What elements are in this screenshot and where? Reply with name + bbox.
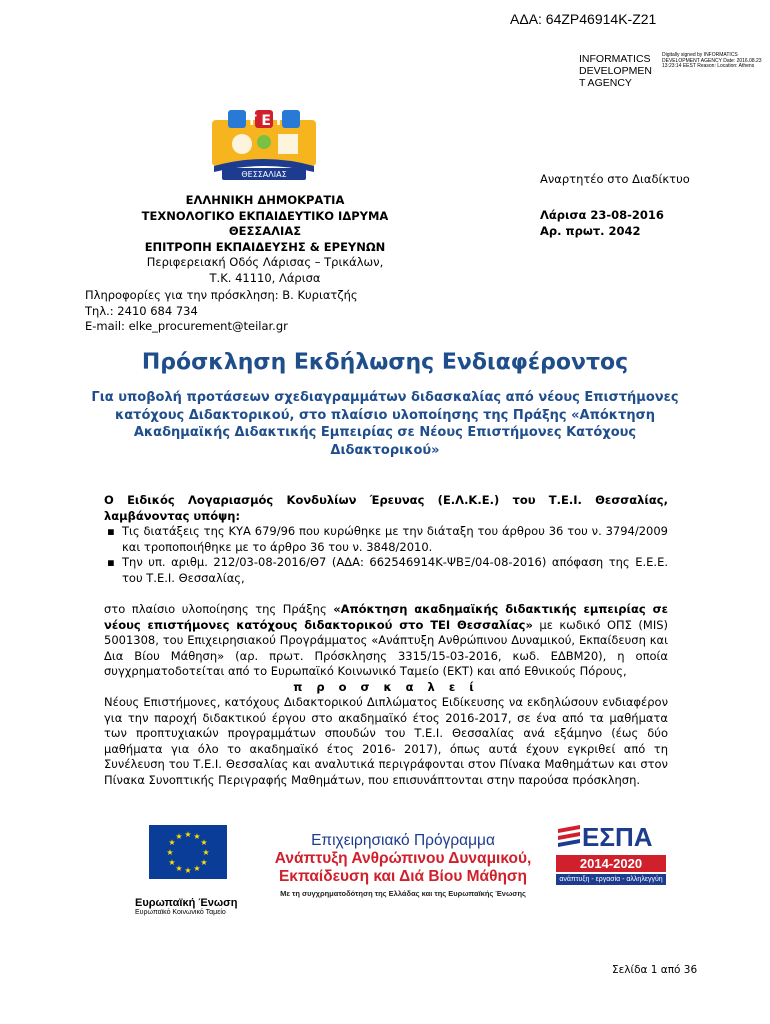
- project-name: «Απόκτηση ακαδημαϊκής διδακτικής εμπειρίας σε νέους επιστήμονες κατόχους διδακτορικού στο ΤΕΙ Θεσσαλίας»: [104, 602, 668, 632]
- document-title: Πρόσκληση Εκδήλωσης Ενδιαφέροντος: [141, 350, 629, 375]
- body-context: [104, 602, 668, 680]
- signer-line: T AGENCY: [579, 77, 632, 89]
- ada-code: ΑΔΑ: 64ZP46914K-Z21: [510, 11, 657, 27]
- invite-heading: π ρ ο σ κ α λ ε ί: [293, 679, 479, 694]
- contact-info: [85, 288, 358, 335]
- institution-header: [100, 193, 430, 286]
- espa-word: ΕΣΠΑ: [582, 822, 653, 852]
- espa-motto: ανάπτυξη - εργασία - αλληλεγγύη: [556, 874, 666, 885]
- svg-text:★: ★: [184, 866, 192, 875]
- tei-thessaly-logo: [208, 102, 320, 182]
- header-line: ΕΠΙΤΡΟΠΗ ΕΚΠΑΙΔΕΥΣΗΣ & ΕΡΕΥΝΩΝ: [144, 239, 386, 254]
- op-line: Εκπαίδευση και Διά Βίου Μάθηση: [278, 868, 528, 885]
- eu-fund: Ευρωπαϊκό Κοινωνικό Ταμείο: [135, 909, 226, 916]
- espa-logo: [556, 822, 666, 922]
- espa-years: 2014-2020: [556, 855, 666, 872]
- posted-online-label: Αναρτητέο στο Διαδίκτυο: [540, 172, 690, 186]
- list-item: ▪ Την υπ. αριθμ. 212/03-08-2016/Θ7 (ΑΔΑ: 662546914Κ-ΨΒΞ/04-08-2016) απόφαση της Ε.Ε.Ε. του Τ.Ε.Ι. Θεσσαλίας,: [104, 555, 668, 586]
- svg-text:★: ★: [168, 838, 176, 847]
- logo-bottom-text: ΘΕΣΣΑΛΙΑΣ: [241, 170, 287, 179]
- header-line: Τ.Κ. 41110, Λάρισα: [209, 270, 321, 285]
- signer-line: INFORMATICS: [579, 53, 651, 65]
- svg-text:★: ★: [168, 858, 176, 867]
- context-text: με κωδικό ΟΠΣ (MIS) 5001308, του Επιχειρησιακού Προγράμματος «Ανάπτυξη Ανθρώπινου Δυναμικού, Εκπαίδευση και Δια Βίου Μάθηση» (αρ. πρωτ. Πρόσκλησης 3315/15-03-2016, κωδ. ΕΔΒΜ20), η οποία συγχρηματοδοτείται από το Ευρωπαϊκό Κοινωνικό Ταμείο (ΕΚΤ) και από Εθνικούς Πόρους,: [104, 617, 668, 678]
- place-date: Λάρισα 23-08-2016: [540, 208, 664, 222]
- considerations-list: [104, 524, 668, 586]
- svg-text:★: ★: [193, 864, 201, 873]
- digital-signature-signer: [579, 53, 663, 89]
- document-body: [104, 493, 668, 788]
- svg-text:★: ★: [202, 848, 210, 857]
- document-subtitle: Για υποβολή προτάσεων σχεδιαγραμμάτων διδασκαλίας από νέους Επιστήμονες κατόχους Διδακτορικού, στο πλαίσιο υλοποίησης της Πράξης «Απόκτηση Ακαδημαϊκής Διδακτικής Εμπειρίας σε Νέους Επιστήμονες Κατόχους Διδακτορικού»: [91, 390, 679, 458]
- svg-text:★: ★: [184, 830, 192, 839]
- eu-flag-icon: [149, 825, 227, 879]
- signer-line: DEVELOPMEN: [579, 65, 652, 77]
- context-text: στο πλαίσιο υλοποίησης της Πράξης: [104, 602, 334, 616]
- body-intro: Ο Ειδικός Λογαριασμός Κονδυλίων Έρευνας (Ε.Λ.Κ.Ε.) του Τ.Ε.Ι. Θεσσαλίας, λαμβάνοντας υπόψη:: [104, 493, 668, 523]
- header-line: ΕΛΛΗΝΙΚΗ ΔΗΜΟΚΡΑΤΙΑ: [185, 193, 345, 207]
- place-date-block: [540, 208, 664, 239]
- operational-programme: [258, 832, 548, 898]
- header-line: Περιφερειακή Οδός Λάρισας – Τρικάλων,: [146, 255, 384, 269]
- op-line: Ανάπτυξη Ανθρώπινου Δυναμικού,: [274, 850, 532, 867]
- svg-text:★: ★: [175, 864, 183, 873]
- svg-text:★: ★: [200, 838, 208, 847]
- contact-email: E-mail: elke_procurement@teilar.gr: [85, 319, 288, 333]
- page-number: Σελίδα 1 από 36: [612, 964, 698, 976]
- list-item: ▪ Τις διατάξεις της ΚΥΑ 679/96 που κυρώθηκε με την διάταξη του άρθρου 36 του ν. 3794/2009 και τροποποιήθηκε με το άρθρο 36 του ν. 3848/2010.: [104, 524, 668, 555]
- header-line: ΘΕΣΣΑΛΙΑΣ: [228, 224, 302, 238]
- svg-text:★: ★: [200, 858, 208, 867]
- op-line: Επιχειρησιακό Πρόγραμμα: [311, 832, 495, 849]
- eu-name: Ευρωπαϊκή Ένωση: [135, 897, 238, 909]
- header-line: ΤΕΧΝΟΛΟΓΙΚΟ ΕΚΠΑΙΔΕΥΤΙΚΟ ΙΔΡΥΜΑ: [141, 208, 389, 223]
- tei-logo-graphic: [208, 102, 320, 182]
- op-cofinance: Με τη συγχρηματοδότηση της Ελλάδας και της Ευρωπαϊκής Ένωσης: [280, 889, 526, 898]
- contact-phone: Τηλ.: 2410 684 734: [85, 303, 198, 318]
- digital-signature-details: Digitally signed by INFORMATICS DEVELOPMENT AGENCY Date: 2016.08.23 13:23:14 EEST Reason: Location: Athens: [662, 52, 762, 69]
- eu-logo: [135, 825, 245, 916]
- contact-person: Πληροφορίες για την πρόσκληση: Β. Κυριατζής: [85, 288, 358, 302]
- eu-stars-icon: [149, 825, 227, 879]
- protocol-number: Αρ. πρωτ. 2042: [540, 223, 641, 238]
- svg-text:★: ★: [166, 848, 174, 857]
- logo-top-text: T E I: [246, 113, 282, 129]
- svg-text:★: ★: [175, 832, 183, 841]
- body-final: Νέους Επιστήμονες, κατόχους Διδακτορικού Διπλώματος Ειδίκευσης να εκδηλώσουν ενδιαφέρον για την παροχή διδακτικού έργου στο ακαδημαϊκό έτος 2016-2017, σε ένα από τα μαθήματα των προπτυχιακών προγραμμάτων σπουδών του Τ.Ε.Ι. Θεσσαλίας ανά εξάμηνο (έως δύο μαθήματα για όλο το ακαδημαϊκό έτος 2016- 2017), όπως αυτά έχουν εγκριθεί από τη Συνέλευση του Τ.Ε.Ι. Θεσσαλίας και αναλυτικά περιγράφονται στον Πίνακα Μαθημάτων και στον Πίνακα Συνοπτικής Περιγραφής Μαθημάτων, που επισυνάπτονται στην παρούσα πρόσκληση.: [104, 695, 668, 787]
- espa-stripes-icon: [556, 823, 582, 853]
- svg-text:★: ★: [193, 832, 201, 841]
